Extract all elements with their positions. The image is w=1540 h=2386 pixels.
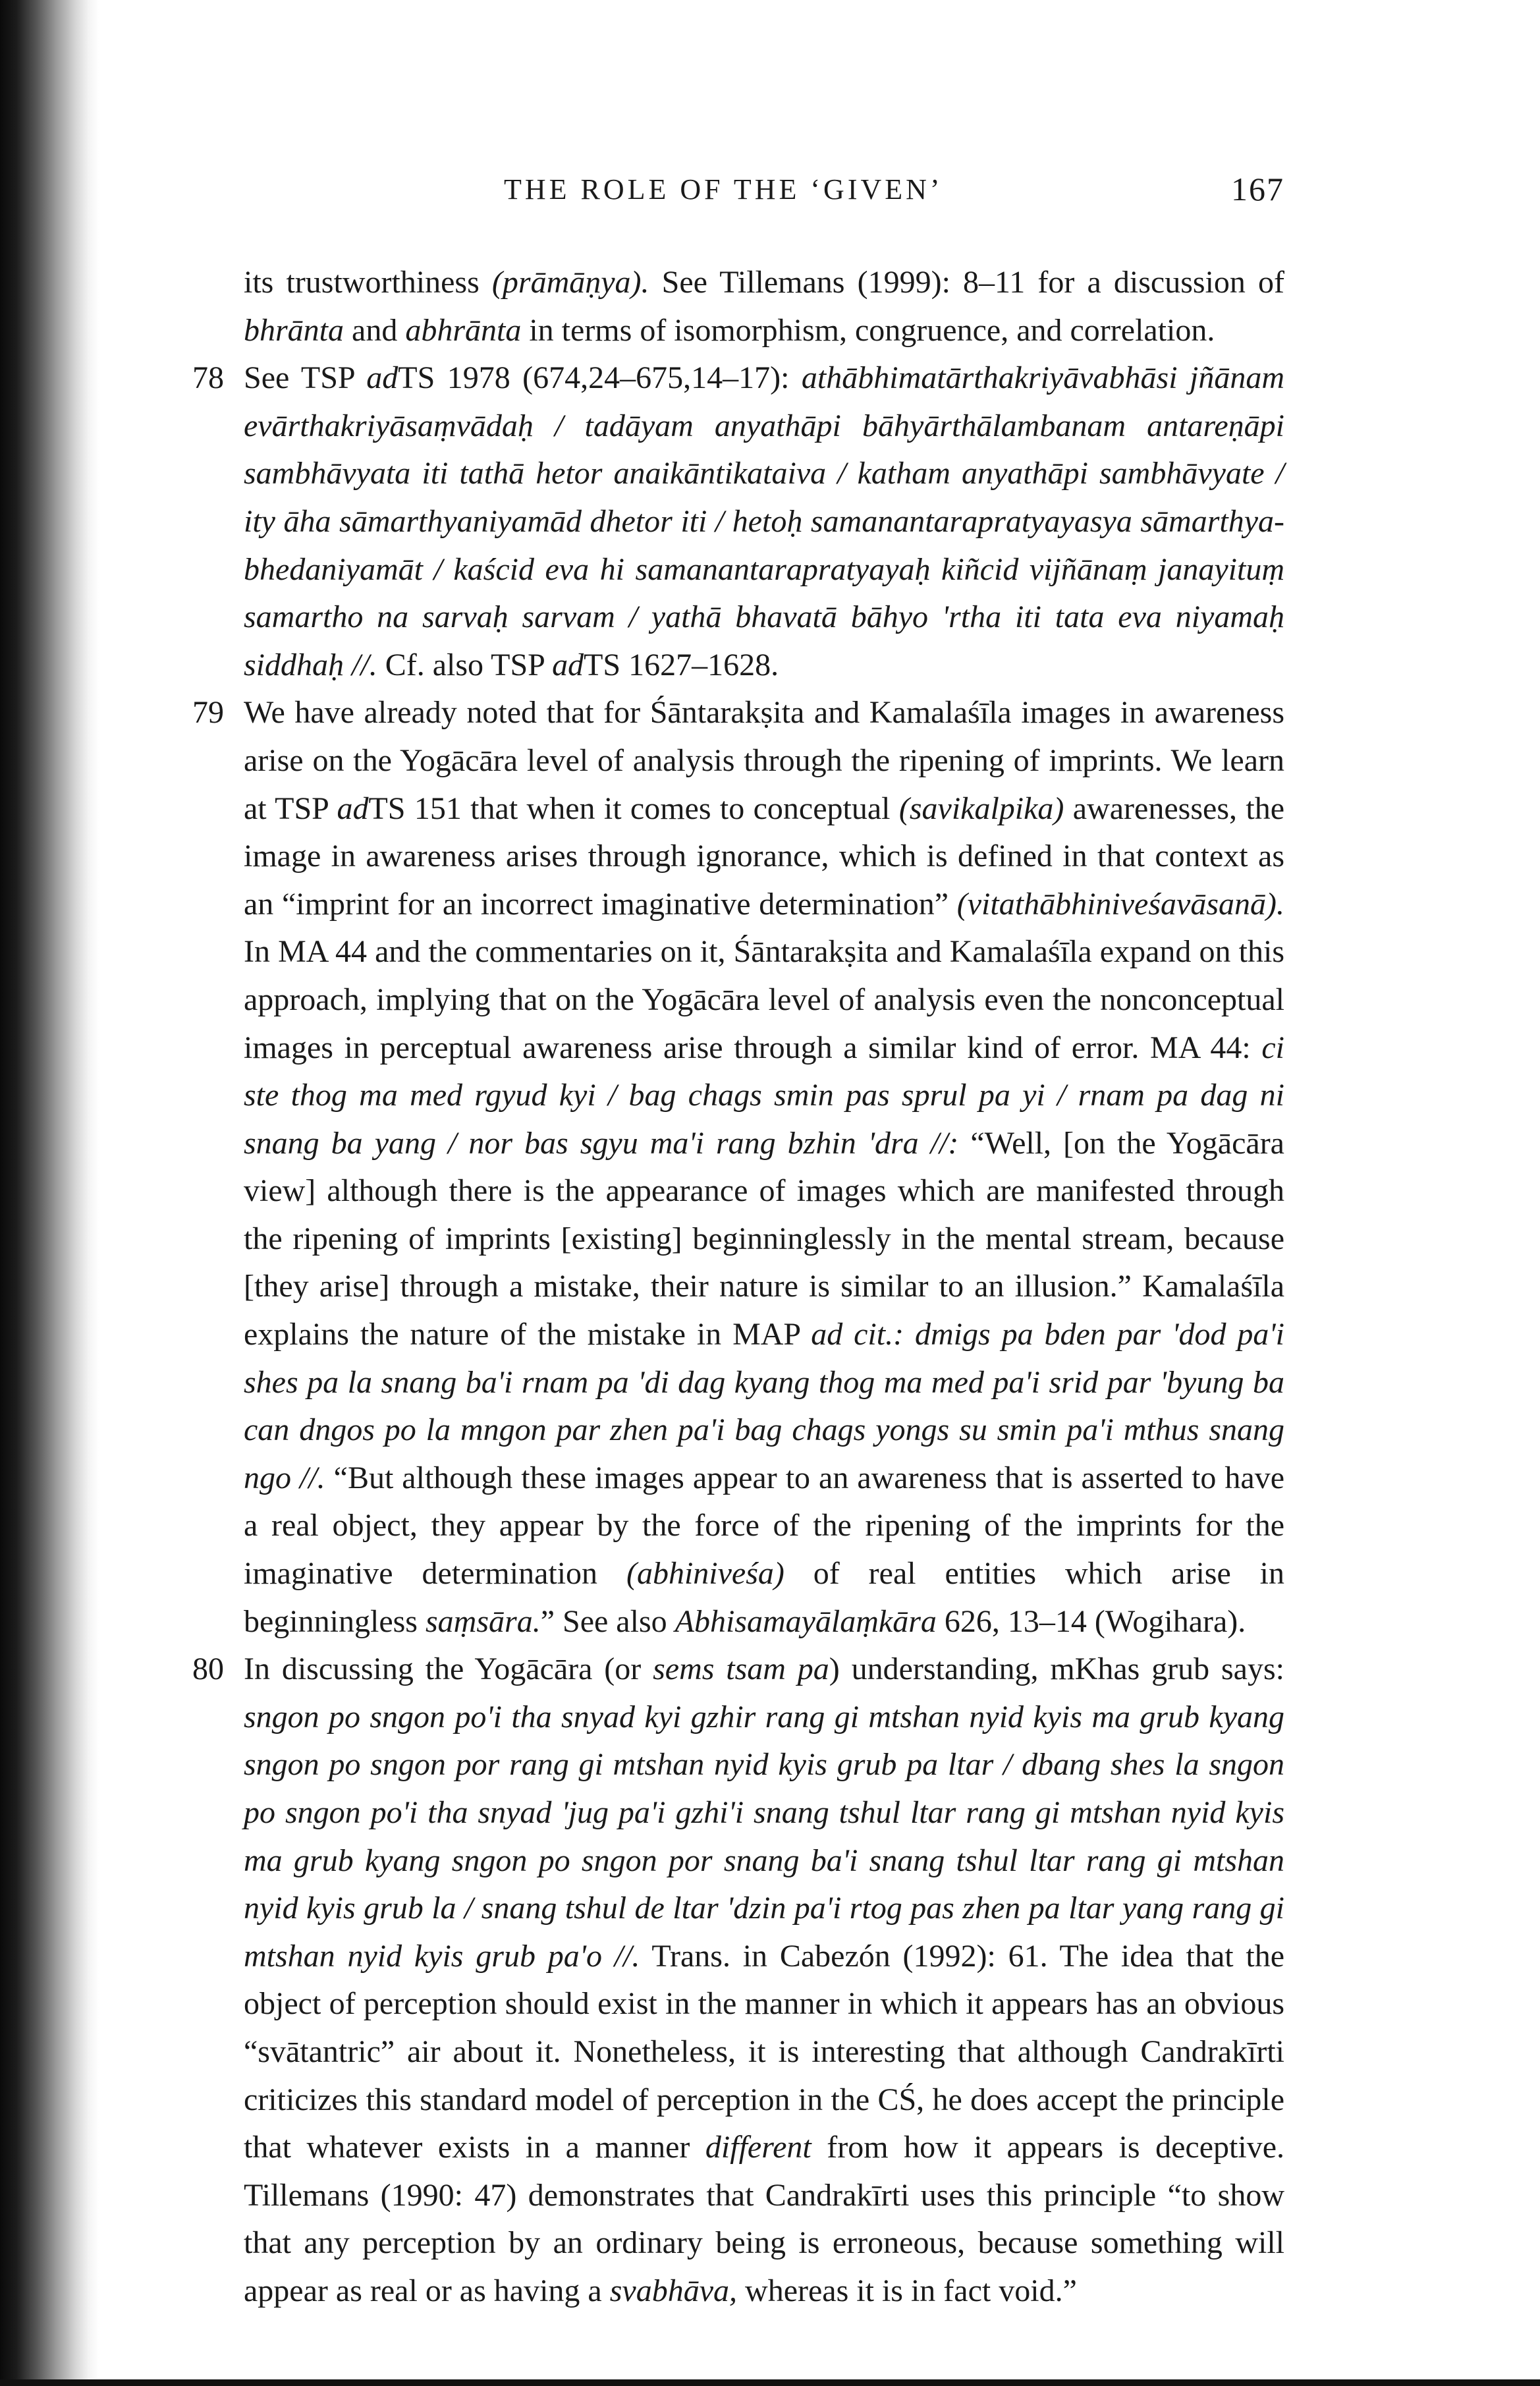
note-number: 79 [192, 695, 224, 731]
note-77-continuation: its trustworthiness (prāmāṇya). See Tillemans (1999): 8–11 for a discussion of bhrānta and abhrānta in terms of isomorphism, congruence, and correlation. [244, 265, 1285, 348]
page-number: 167 [1231, 171, 1284, 208]
endnotes [192, 259, 1285, 2316]
note-78: 78 See TSP adTS 1978 (674,24–675,14–17): athābhimatārthakriyāvabhāsi jñānam evārthakriyāsaṃvādaḥ / tadāyam anyathāpi bāhyārthālambanam antareṇāpi sambhāvyata iti tathā hetor anaikāntikataiva / katham anyathāpi sambhāvyate / ity āha sāmarthyaniyamād dhetor iti / hetoḥ samanantarapratyayasya sāmarthyabhedaniyamāt / kaścid eva hi samanantarapratyayaḥ kiñcid vijñānaṃ janayituṃ samartho na sarvaḥ sarvam / yathā bhavatā bāhyo 'rtha iti tata eva niyamaḥ siddhaḥ //. Cf. also TSP adTS 1627–1628. [244, 354, 1284, 689]
note-80: 80 In discussing the Yogācāra (or sems tsam pa) understanding, mKhas grub says: sngon po sngon po'i tha snyad kyi gzhir rang gi mtshan nyid kyis ma grub kyang sngon po sngon por rang gi mtshan nyid kyis grub pa ltar / dbang shes la sngon po sngon po'i tha snyad 'jug pa'i gzhi'i snang tshul ltar rang gi mtshan nyid kyis ma grub kyang sngon po sngon por snang ba'i snang tshul ltar rang gi mtshan nyid kyis grub la / snang tshul de ltar 'dzin pa'i rtog pas zhen pa ltar yang rang gi mtshan nyid kyis grub pa'o //. Trans. in Cabezón (1992): 61. The idea that the object of perception should exist in the manner in which it appears has an obvious “svātantric” air about it. Nonetheless, it is interesting that although Candrakīrti criticizes this standard model of perception in the CŚ, he does accept the principle that whatever exists in a manner different from how it appears is deceptive. Tillemans (1990: 47) demonstrates that Candrakīrti uses this principle “to show that any perception by an ordinary being is erroneous, because something will appear as real or as having a svabhāva, whereas it is in fact void.” [244, 1646, 1284, 2315]
page-bottom-edge [0, 2379, 1540, 2386]
book-binding-shadow [0, 0, 99, 2386]
note-number: 78 [192, 360, 224, 396]
running-title: THE ROLE OF THE ‘GIVEN’ [504, 173, 943, 206]
note-79: 79 We have already noted that for Śāntarakṣita and Kamalaśīla images in awareness arise on the Yogācāra level of analysis through the ripening of imprints. We learn at TSP adTS 151 that when it comes to conceptual (savikalpika) awarenesses, the image in awareness arises through ignorance, which is defined in that context as an “imprint for an incorrect imaginative determination” (vitathābhiniveśavāsanā). In MA 44 and the commentaries on it, Śāntarakṣita and Kamalaśīla expand on this approach, implying that on the Yogācāra level of analysis even the nonconceptual images in perceptual awareness arise through a similar kind of error. MA 44: ci ste thog ma med rgyud kyi / bag chags smin pas sprul pa yi / rnam pa dag ni snang ba yang / nor bas sgyu ma'i rang bzhin 'dra //: “Well, [on the Yogācāra view] although there is the appearance of images which are manifested through the ripening of imprints [existing] beginninglessly in the mental stream, because [they arise] through a mistake, their nature is similar to an illusion.” Kamalaśīla explains the nature of the mistake in MAP ad cit.: dmigs pa bden par 'dod pa'i shes pa la snang ba'i rnam pa 'di dag kyang thog ma med pa'i srid par 'byung ba can dngos po la mngon par zhen pa'i bag chags yongs su smin pa'i mthus snang ngo //. “But although these images appear to an awareness that is asserted to have a real object, they appear by the force of the ripening of the imprints for the imaginative determination (abhiniveśa) of real entities which arise in beginningless saṃsāra.” See also Abhisamayālaṃkāra 626, 13–14 (Wogihara). [244, 689, 1284, 1646]
running-head [244, 173, 1284, 219]
note-number: 80 [192, 1651, 224, 1687]
